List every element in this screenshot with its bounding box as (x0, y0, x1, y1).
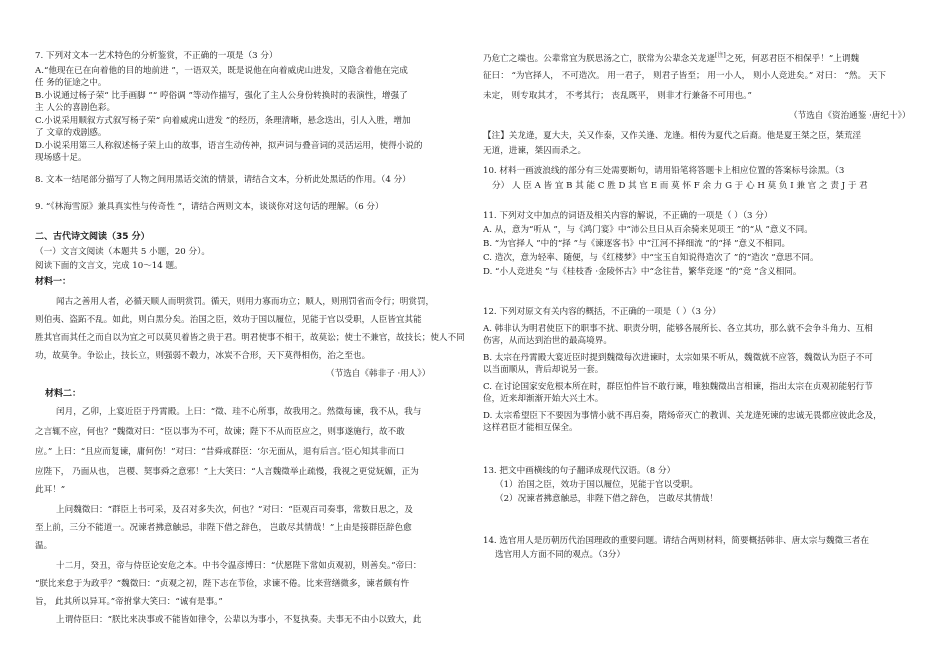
material-two-line: 上问魏徵曰：“群臣上书可采，及召对多失次，何也？”对曰：“臣观百司奏事，常数日思之，及 (56, 505, 413, 515)
q12-option-b-line1: B. 太宗在丹霄殿大宴近臣时提到魏徵每次进谏时，太宗如果不听从，魏徵就不应答，魏徵认为臣子不可 (483, 353, 873, 363)
q7-option-d-line1: D.小说采用第三人称叙述杨子荣上山的故事，语言生动传神，拟声词与叠音词的灵活运用，使得小说的 (35, 141, 423, 151)
q13-sentence-1: （1）治国之臣，效功于国以履位，见能于官以受职。 (495, 480, 699, 490)
note-marker: [注] (715, 52, 726, 59)
q14-stem-line2: 选官用人方面不同的观点。（3分） (495, 550, 626, 560)
q11-stem: 11. 下列对文中加点的词语及相关内容的解说，不正确的一项是（ ）（3 分） (483, 211, 773, 221)
material-two-line: 之言辄不应，何也？”魏徵对曰：“臣以事为不可，故谏；陛下不从而臣应之，则事遂施行，故不敢 (35, 427, 405, 437)
material-one-line: 胜其官而其任之而自以为宜之可以莫贝着皆之贵于君。明君使事不相干，故莫讼；使士不兼官，故技长；使人不同 (35, 333, 465, 343)
q12-option-a-line2: 伤害，从而达到治世的最高境界。 (483, 336, 612, 346)
material-two-line: “朕比来怠于为政乎？”魏徵曰：“贞观之初，陛下志在节俭，求谏不倦。比来营缮微多，谏者颇有忤 (35, 579, 410, 589)
material-two-cont-head: 乃危亡之端也。公辈常宜为朕思汤之亡，朕常为公辈念关龙逄 (483, 53, 716, 64)
q12-option-d-line1: D. 太宗希望臣下不要因为事情小就不再启奏，隋炀帝灭亡的教训、关龙逄死谏的忠诚无畏都应彼此念及， (483, 411, 882, 421)
q12-option-a-line1: A. 韩非认为明君使臣下的职事不扰、职责分明，能够各展所长、各立其功，那么就不会争斗角力、互相 (483, 324, 873, 334)
q12-option-c-line1: C. 在讨论国家安危根本所在时，群臣怕件旨不敢行谏，唯独魏徵出言相谏，指出太宗在贞观初能躬行节 (483, 382, 873, 392)
q7-option-c-line2: 了 文章的戏剧感。 (35, 128, 107, 138)
q7-stem: 7. 下列对文本一艺术特色的分析鉴赏，不正确的一项是（3 分） (35, 51, 278, 61)
material-two-line: 上谓侍臣曰：“朕比来决事或不能皆如律令，公辈以为事小，不复执奏。夫事无不由小以致大，此 (56, 615, 422, 625)
material-one-line: 则伯夷、盗跖不乱。如此，则白黑分矣。治国之臣，效功于国以履位，见能于官以受职，人臣皆宜其能 (35, 315, 422, 325)
q7-option-b-line1: B.小说通过杨子荣“ 比手画脚 ”“ 哼俗调 ”等动作描写，强化了主人公身份转换时的表演性，增强了 (35, 91, 408, 101)
q11-option-d: D. “小人竞进矣 ”与《桂枝香 ·金陵怀古》中“念往昔，繁华竞逐 ”的“竞 ”含义相同。 (483, 267, 802, 277)
right-column (475, 0, 950, 671)
q10-sentence: 分） 人 臣 A 皆 宜 B 其 能 C 胜 D 其 官 E 而 莫 怀 F 余 力 G 于 心 H 莫 负 I 兼 官 之 责 J 于 君 (492, 181, 868, 191)
material-one-source: （节选自《韩非子 ·用人》） (326, 369, 431, 379)
material-one-title: 材料一： (35, 277, 72, 287)
material-two-line: 闰月，乙卯，上宴近臣于丹霄殿。上曰：“徵、珪不心所事，故我用之。然徵每谏，我不从，我与 (56, 407, 422, 417)
q12-option-b-line2: 以当面顺从，背后却说另一套。 (483, 365, 604, 375)
q7-option-c-line1: C.小说采用顺叙方式叙写杨子荣“ 向着威虎山进发 ”的经历，条理清晰，悬念迭出，引人入胜，增加 (35, 116, 411, 126)
material-two-line: 应陛下， 乃面从也， 岂稷、契事舜之意邪！”上大笑曰：“人言魏徵举止疏慢，我视之更觉妩媚，正为 (35, 467, 419, 477)
material-two-cont-line: 未定， 则专取其才， 不考其行； 丧乱既平， 则非才行兼备不可用也。” (483, 91, 752, 101)
section-heading: 二、古代诗文阅读（35 分） (35, 232, 150, 242)
subsection-heading: （一）文言文阅读（本题共 5 小题，20 分）。 (35, 247, 210, 257)
q7-option-a-line2: 任 务的征途之中。 (35, 78, 107, 88)
material-two-source: （节选自《资治通鉴 ·唐纪十》） (789, 111, 911, 121)
material-two-line: 温。 (35, 541, 53, 551)
material-two-line: 十二月，癸丑，帝与侍臣论安危之本。中书令温彦博曰：“伏愿陛下常如贞观初，则善矣。”帝曰： (56, 561, 422, 571)
q9-stem: 9. “《林海雪原》兼具真实性与传奇性 ”，请结合两则文本，谈谈你对这句话的理解。（6 分） (35, 202, 384, 212)
material-one-line: 闻古之善用人者，必循天顺人而明赏罚。循天，则用力寡而功立；顺人，则刑罚省而令行；明赏罚， (56, 297, 435, 307)
q14-stem-line1: 14. 选官用人是历朝历代治国理政的重要问题。请结合两则材料，简要概括韩非、唐太宗与魏徵三者在 (483, 536, 869, 546)
material-two-title: 材料二： (45, 389, 82, 399)
q11-option-c: C. 造次，意为轻率、随便，与《红楼梦》中“宝玉自知说得造次了 ”的“造次 ”意思不同。 (483, 253, 819, 263)
annotation-line1: 【注】关龙逄，夏大夫，关又作泰，又作关逢、龙逢。相传为夏代之后裔。他是夏王桀之臣，桀荒淫 (483, 131, 862, 141)
q13-stem: 13. 把文中画横线的句子翻译成现代汉语。（8 分） (483, 466, 676, 476)
q10-stem: 10. 材料一画波浪线的部分有三处需要断句，请用铅笔将答题卡上相应位置的答案标号涂黑。（3 (483, 166, 845, 176)
q7-option-b-line2: 主 人公的喜剧色彩。 (35, 103, 116, 113)
annotation-line2: 无道，进谏，桀囚而杀之。 (483, 146, 587, 156)
q11-option-a: A. 从，意为“听从 ”，与《鸿门宴》中“沛公旦日从百余骑来见项王 ”的“从 ”意义不同。 (483, 225, 813, 235)
material-two-line: 应。” 上曰：“且应而复谏，庸何伤！”对曰：“昔舜戒群臣：‘尔无面从，退有后言。’臣心知其非而口 (35, 447, 405, 457)
q12-option-c-line2: 俭，近来却渐渐开始大兴土木。 (483, 394, 604, 404)
q13-sentence-2: （2）况谏者拂意触忌，非陛下借之辞色， 岂敢尽其情哉！ (495, 494, 719, 504)
reading-instruction: 阅读下面的文言文，完成 10～14 题。 (35, 261, 183, 271)
q8-stem: 8. 文本一结尾部分描写了人物之间用黑话交流的情景，请结合文本，分析此处黑话的作用。（4 分） (35, 175, 411, 185)
material-two-cont-tail: 之死，何恶君臣不相保乎！”上谓魏 (725, 53, 860, 64)
material-two-cont-line (483, 50, 859, 65)
q7-option-a-line1: A.“他现在已在向着他的目的地前进 ”，一语双关，既是说他在向着威虎山进发，又隐含着他在完成 (35, 66, 408, 76)
material-two-cont-line: 征曰： “为官择人， 不可造次。 用一君子， 则君子皆至； 用一小人， 则小人竞进矣。” 对曰： “然。 天下 (483, 71, 886, 81)
material-two-line: 至上前，三分不能道一。况谏者拂意触忌，非陛下借之辞色， 岂敢尽其情哉！”上由是接群臣辞色愈 (35, 523, 412, 533)
material-two-line: 此耳！” (35, 485, 66, 495)
q7-option-d-line2: 现场感十足。 (35, 153, 87, 163)
q11-option-b: B. “为官择人 ”中的“择 ”与《谏逐客书》中“江河不择细流 ”的“择 ”意义不相同。 (483, 239, 791, 249)
material-one-line: 功，故莫争。争讼止，技长立，则强弱不毂力，冰炭不合形，天下莫得相伤，治之至也。 (35, 351, 371, 361)
material-two-line: 旨， 此其所以异耳。”帝拊掌大笑曰：“诚有是事。” (35, 597, 223, 607)
q12-stem: 12. 下列对原文有关内容的概括，不正确的一项是（ ）（3 分） (483, 307, 721, 317)
q12-option-d-line2: 这样君臣才能相互保全。 (483, 423, 578, 433)
